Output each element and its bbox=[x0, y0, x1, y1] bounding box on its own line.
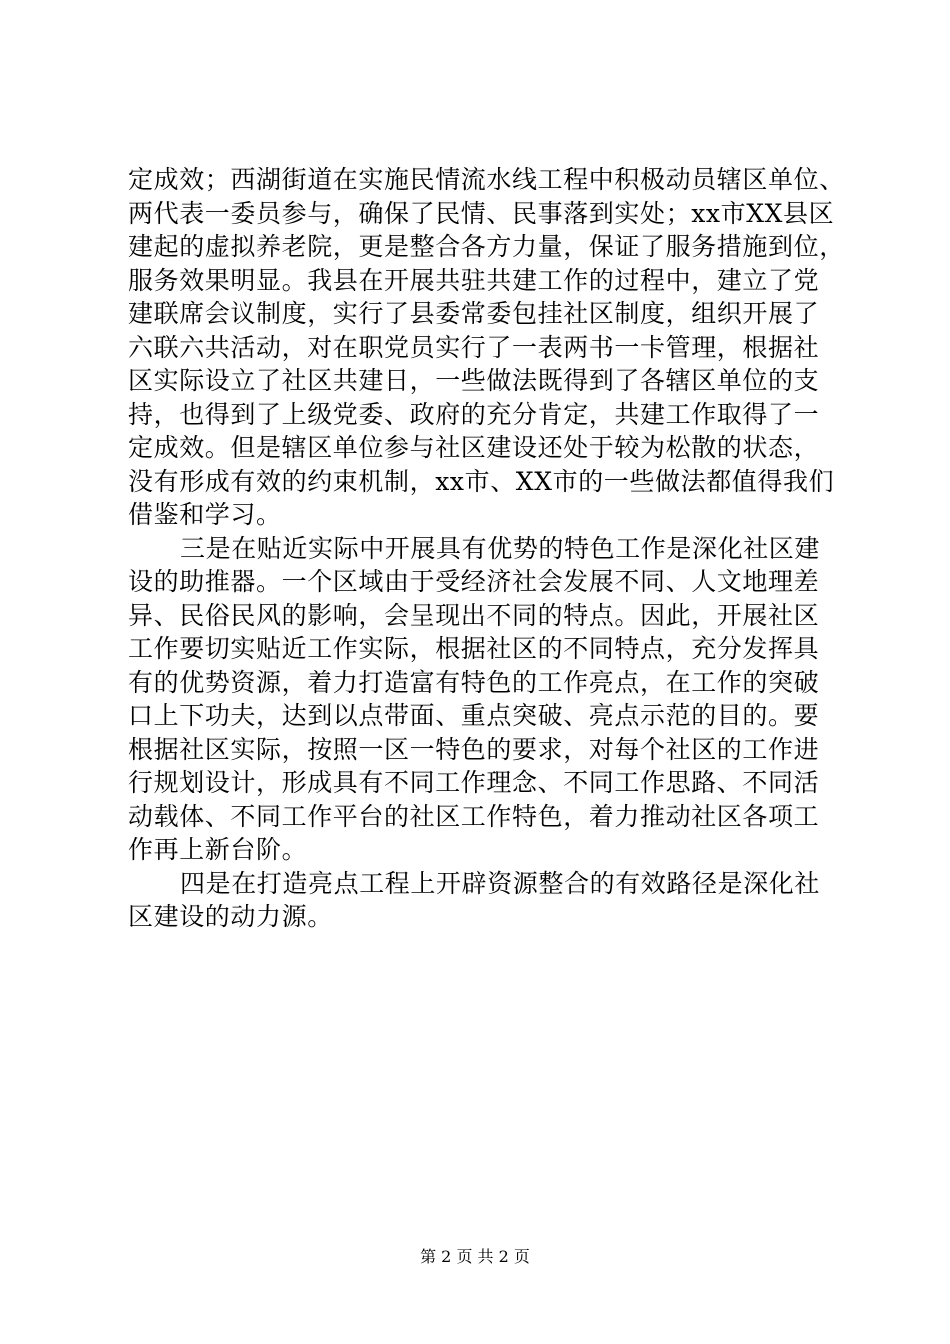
text-line: 建联席会议制度，实行了县委常委包挂社区制度，组织开展了 bbox=[128, 299, 820, 328]
paragraph-start-line: 三是在贴近实际中开展具有优势的特色工作是深化社区建 bbox=[180, 533, 821, 563]
page-number-footer: 第 2 页 共 2 页 bbox=[420, 1247, 530, 1266]
text-line: 异、民俗民风的影响，会呈现出不同的特点。因此，开展社区 bbox=[128, 600, 820, 630]
text-line: 作再上新台阶。 bbox=[128, 835, 308, 864]
paragraph-start-line: 四是在打造亮点工程上开辟资源整合的有效路径是深化社 bbox=[180, 868, 821, 898]
text-line: 根据社区实际，按照一区一特色的要求，对每个社区的工作进 bbox=[128, 734, 820, 764]
text-line: 服务效果明显。我县在开展共驻共建工作的过程中，建立了党 bbox=[128, 265, 820, 295]
text-line: 定成效；西湖街道在实施民情流水线工程中积极动员辖区单位、 bbox=[128, 165, 845, 194]
text-line: 口上下功夫，达到以点带面、重点突破、亮点示范的目的。要 bbox=[128, 701, 820, 730]
text-line: 工作要切实贴近工作实际，根据社区的不同特点，充分发挥具 bbox=[128, 634, 820, 663]
text-line: 有的优势资源，着力打造富有特色的工作亮点，在工作的突破 bbox=[128, 667, 820, 697]
text-line: 行规划设计，形成具有不同工作理念、不同工作思路、不同活 bbox=[128, 768, 820, 797]
text-line: 借鉴和学习。 bbox=[128, 500, 282, 529]
text-line: 两代表一委员参与，确保了民情、民事落到实处；xx市XX县区 bbox=[128, 198, 835, 228]
text-line: 定成效。但是辖区单位参与社区建设还处于较为松散的状态， bbox=[128, 433, 820, 462]
text-line: 没有形成有效的约束机制，xx市、XX市的一些做法都值得我们 bbox=[128, 466, 835, 496]
text-line: 建起的虚拟养老院，更是整合各方力量，保证了服务措施到位， bbox=[128, 232, 845, 261]
text-line: 区建设的动力源。 bbox=[128, 902, 333, 931]
text-line: 动载体、不同工作平台的社区工作特色，着力推动社区各项工 bbox=[128, 801, 820, 831]
text-line: 持，也得到了上级党委、政府的充分肯定，共建工作取得了一 bbox=[128, 399, 820, 429]
document-body bbox=[128, 163, 845, 934]
text-line: 区实际设立了社区共建日，一些做法既得到了各辖区单位的支 bbox=[128, 366, 820, 395]
text-line: 设的助推器。一个区域由于受经济社会发展不同、人文地理差 bbox=[128, 567, 820, 596]
text-line: 六联六共活动，对在职党员实行了一表两书一卡管理，根据社 bbox=[128, 332, 820, 362]
